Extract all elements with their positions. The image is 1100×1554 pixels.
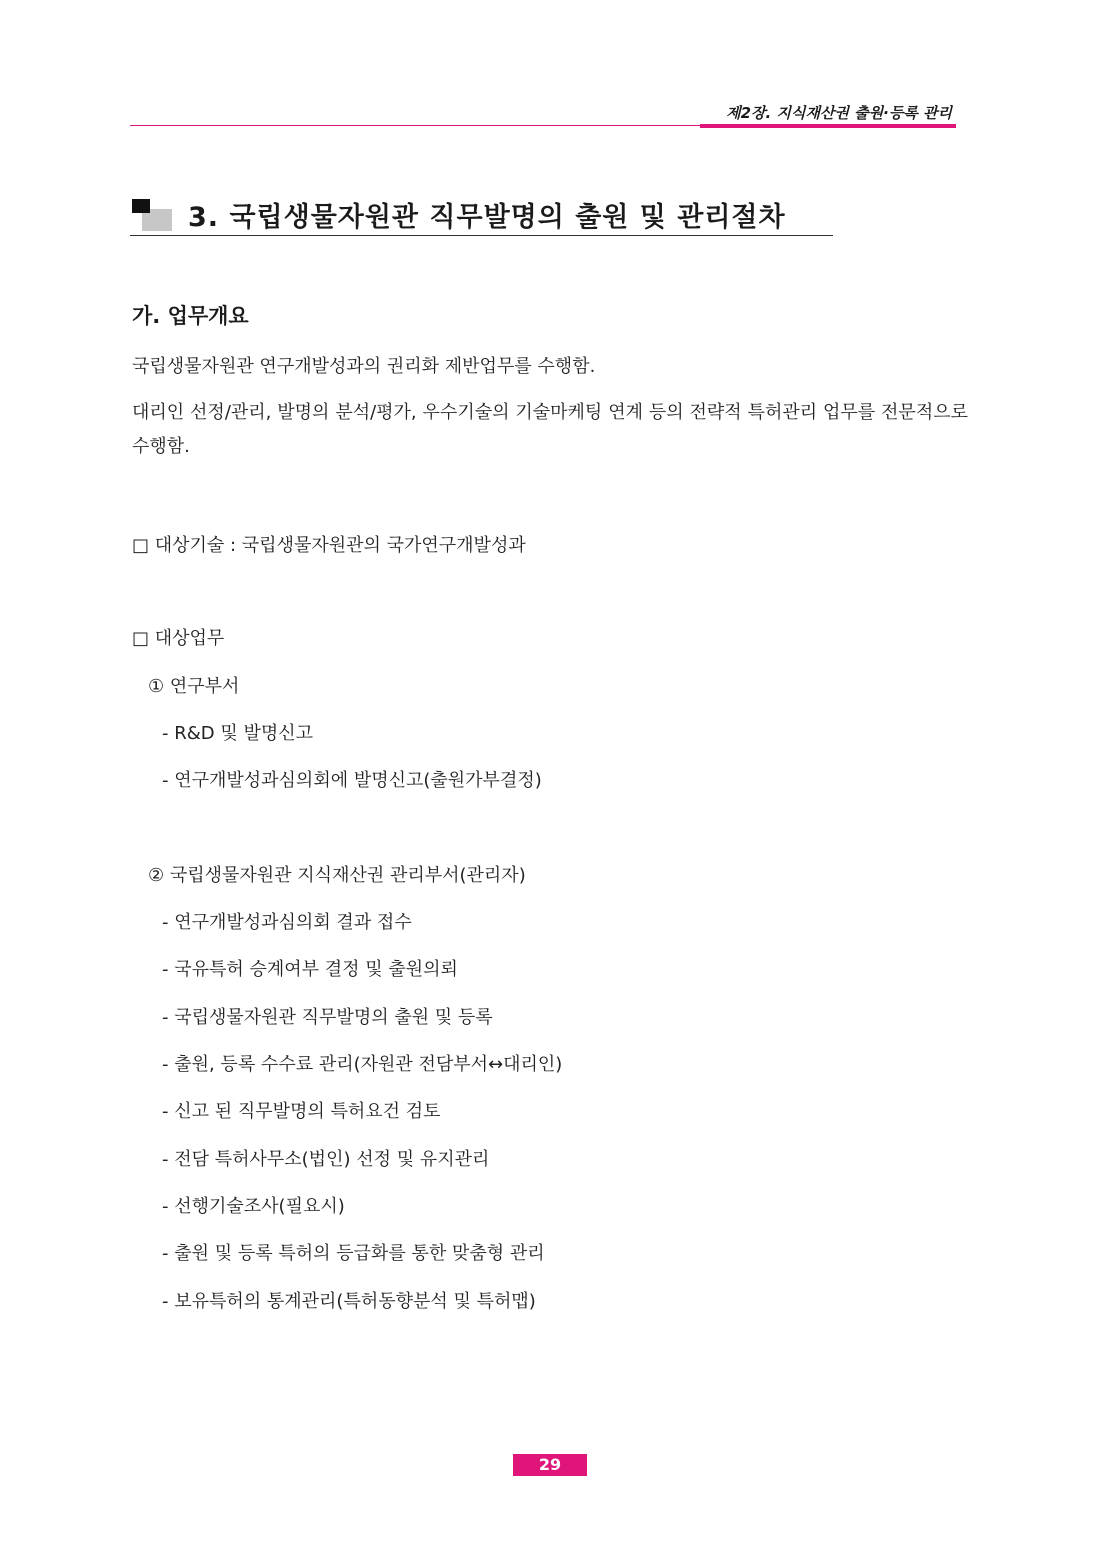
section-title: 3. 국립생물자원관 직무발명의 출원 및 관리절차 (188, 202, 786, 233)
task-group-title: ② 국립생물자원관 지식재산권 관리부서(관리자) (148, 865, 526, 886)
overview-paragraph: 국립생물자원관 연구개발성과의 권리화 제반업무를 수행함. (132, 356, 596, 377)
header-rule-accent (700, 124, 956, 128)
overview-paragraph: 대리인 선정/관리, 발명의 분석/평가, 우수기술의 기술마케팅 연계 등의 전략적 특허관리 업무를 전문적으로 수행함. (132, 402, 968, 457)
list-item: - R&D 및 발명신고 (162, 723, 314, 744)
target-technology: □ 대상기술 : 국립생물자원관의 국가연구개발성과 (132, 535, 526, 556)
list-item: - 전담 특허사무소(법인) 선정 및 유지관리 (162, 1149, 490, 1170)
target-tasks-heading: □ 대상업무 (132, 628, 225, 649)
running-header-title: 제2장. 지식재산권 출원·등록 관리 (726, 104, 952, 122)
list-item: - 출원, 등록 수수료 관리(자원관 전담부서↔대리인) (162, 1054, 563, 1075)
section-heading (130, 193, 833, 236)
running-header (130, 96, 956, 130)
list-item: - 국립생물자원관 직무발명의 출원 및 등록 (162, 1007, 493, 1028)
list-item: - 국유특허 승계여부 결정 및 출원의뢰 (162, 959, 458, 980)
task-group-title: ① 연구부서 (148, 676, 240, 697)
page-number: 29 (513, 1454, 587, 1476)
overview-heading: 가. 업무개요 (132, 304, 249, 328)
list-item: - 출원 및 등록 특허의 등급화를 통한 맞춤형 관리 (162, 1243, 545, 1264)
list-item: - 연구개발성과심의회에 발명신고(출원가부결정) (162, 770, 542, 791)
list-item: - 연구개발성과심의회 결과 접수 (162, 912, 412, 933)
list-item: - 보유특허의 통계관리(특허동향분석 및 특허맵) (162, 1291, 536, 1312)
heading-square-icon (132, 199, 172, 229)
list-item: - 선행기술조사(필요시) (162, 1196, 345, 1217)
list-item: - 신고 된 직무발명의 특허요건 검토 (162, 1101, 441, 1122)
